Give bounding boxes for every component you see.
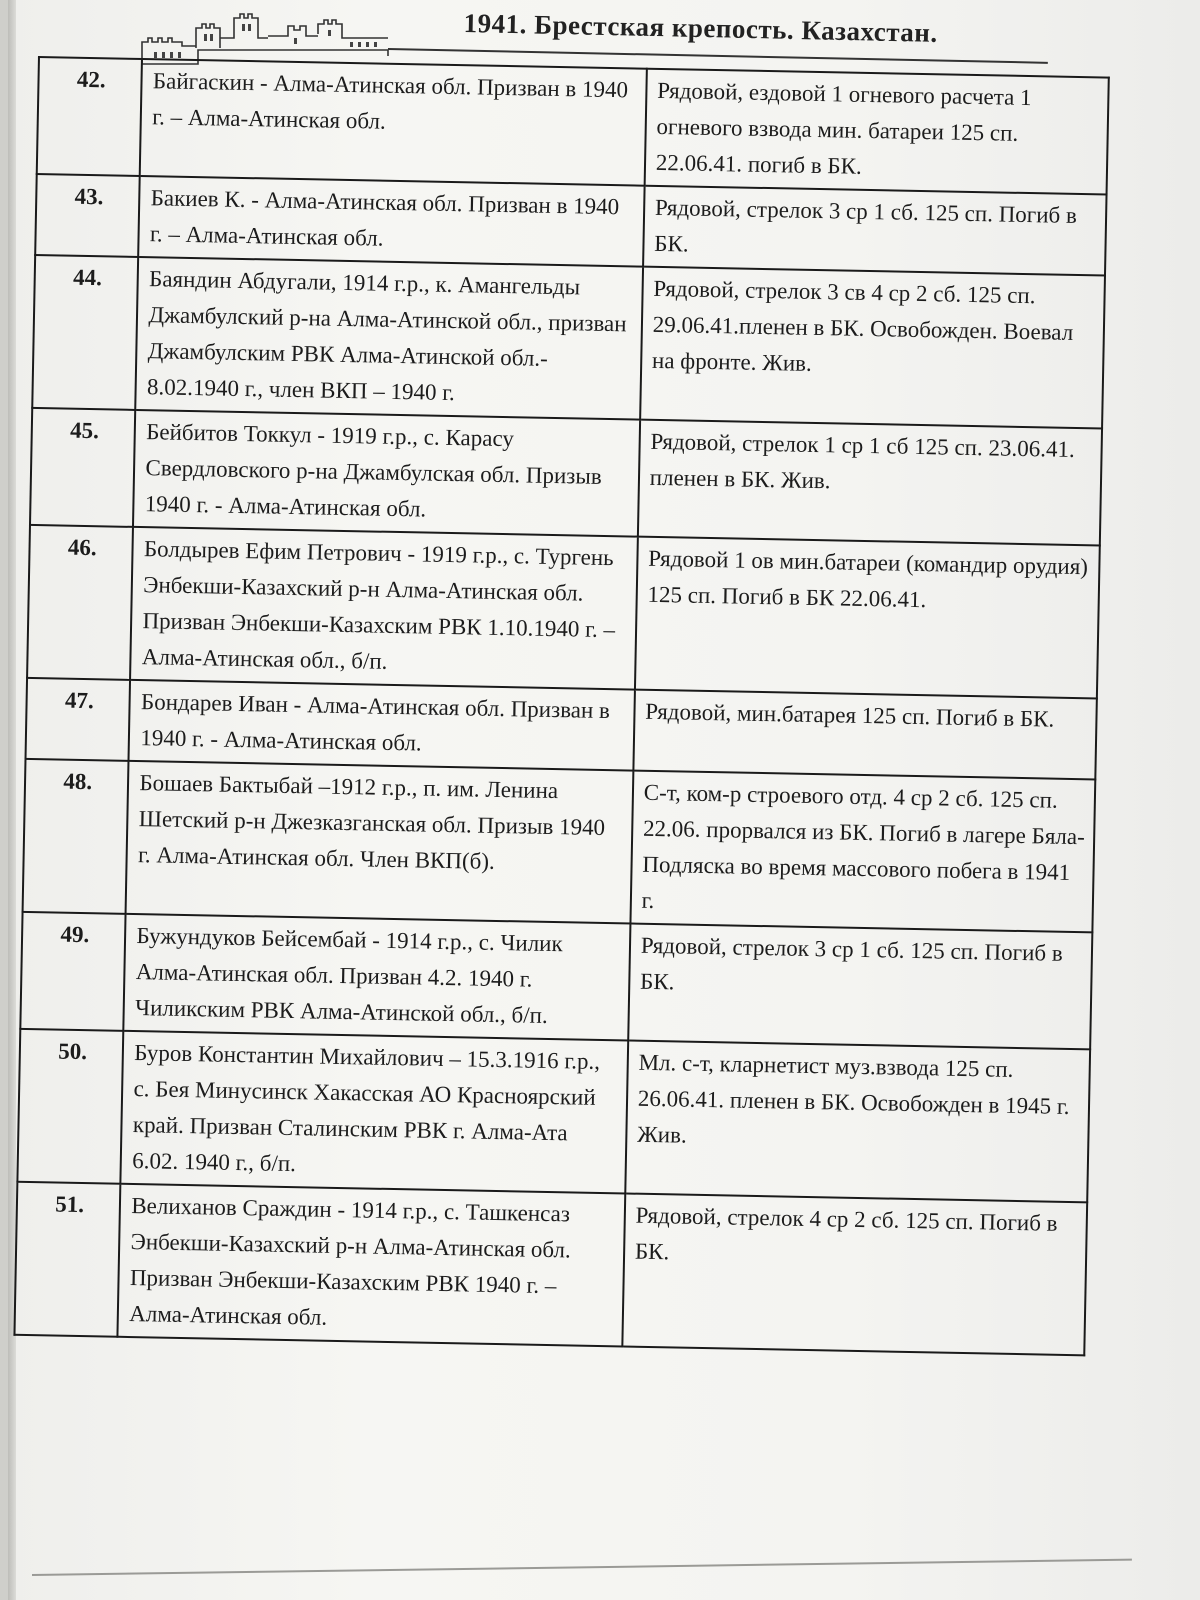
row-fate: Рядовой, стрелок 3 ср 1 сб. 125 сп. Погиб в БК. (643, 186, 1107, 276)
page-title: 1941. Брестская крепость. Казахстан. (463, 8, 938, 48)
row-fate: Рядовой, стрелок 1 ср 1 сб 125 сп. 23.06.41. пленен в БК. Жив. (638, 420, 1102, 546)
row-number: 46. (27, 525, 133, 680)
row-fate: Рядовой, стрелок 3 ср 1 сб. 125 сп. Погиб в БК. (628, 924, 1092, 1050)
row-biography: Байгаскин - Алма-Атинская обл. Призван в 1940 г. – Алма-Атинская обл. (140, 59, 647, 186)
row-fate: Рядовой, ездовой 1 огневого расчета 1 огневого взвода мин. батареи 125 сп. 22.06.41. погиб в БК. (644, 69, 1108, 195)
row-biography: Болдырев Ефим Петрович - 1919 г.р., с. Тургень Энбекши-Казахский р-н Алма-Атинская обл. Призван Энбекши-Казахским РВК 1.10.1940 г. – Алма-Атинская обл., б/п. (130, 527, 637, 690)
row-number: 50. (17, 1029, 123, 1184)
row-fate: Рядовой, мин.батарея 125 сп. Погиб в БК. (633, 690, 1097, 780)
row-number: 48. (23, 759, 129, 914)
row-number: 43. (35, 174, 140, 257)
fortress-silhouette-icon (138, 8, 398, 66)
row-biography: Велиханов Сраждин - 1914 г.р., с. Ташкенсаз Энбекши-Казахский р-н Алма-Атинская обл. Призван Энбекши-Казахским РВК 1940 г. – Алма-Атинская обл. (118, 1184, 625, 1347)
row-number: 42. (37, 57, 143, 176)
roster-table-wrapper (13, 56, 1117, 1356)
header-divider (388, 48, 1048, 64)
row-biography: Бужундуков Бейсембай - 1914 г.р., с. Чилик Алма-Атинская обл. Призван 4.2. 1940 г. Чиликским РВК Алма-Атинской обл., б/п. (124, 914, 631, 1041)
row-biography: Баяндин Абдугали, 1914 г.р., к. Амангельды Джамбулский р-на Алма-Атинской обл., призван Джамбулским РВК Алма-Атинской обл.- 8.02.1940 г., член ВКП – 1940 г. (136, 257, 643, 420)
row-number: 45. (30, 408, 136, 527)
row-biography: Бошаев Бактыбай –1912 г.р., п. им. Ленина Шетский р-н Джезказганская обл. Призыв 1940 г. Алма-Атинская обл. Член ВКП(б). (126, 761, 633, 924)
row-number: 51. (14, 1182, 120, 1337)
table-row (30, 408, 1102, 546)
page-header (138, 0, 1058, 70)
row-number: 47. (26, 678, 131, 761)
table-row (37, 57, 1109, 195)
table-row (23, 759, 1096, 933)
table-row (20, 912, 1092, 1050)
page-edge (8, 0, 16, 1600)
row-number: 44. (32, 255, 138, 410)
row-fate: Рядовой, стрелок 4 ср 2 сб. 125 сп. Погиб в БК. (622, 1193, 1087, 1355)
row-fate: Рядовой, стрелок 3 св 4 ср 2 сб. 125 сп. 29.06.41.пленен в БК. Освобожден. Воевал на фронте. Жив. (640, 267, 1105, 429)
row-biography: Бакиев К. - Алма-Атинская обл. Призван в 1940 г. – Алма-Атинская обл. (139, 176, 645, 267)
row-fate: Рядовой 1 ов мин.батареи (командир орудия) 125 сп. Погиб в БК 22.06.41. (635, 537, 1100, 699)
book-page (8, 0, 1200, 1600)
row-biography: Бондарев Иван - Алма-Атинская обл. Призван в 1940 г. - Алма-Атинская обл. (129, 680, 635, 771)
table-row (32, 255, 1105, 429)
roster-table (13, 56, 1109, 1356)
row-biography: Бейбитов Токкул - 1919 г.р., с. Карасу Свердловского р-на Джамбулская обл. Призыв 1940 г. - Алма-Атинская обл. (133, 410, 640, 537)
table-row (14, 1182, 1087, 1356)
row-fate: С-т, ком-р строевого отд. 4 ср 2 сб. 125 сп. 22.06. прорвался из БК. Погиб в лагере Бяла-Подляска во время массового побега в 1941 г. (630, 771, 1095, 933)
table-row (27, 525, 1100, 699)
row-fate: Мл. с-т, кларнетист муз.взвода 125 сп. 26.06.41. пленен в БК. Освобожден в 1945 г. Жив. (625, 1041, 1090, 1203)
row-number: 49. (20, 912, 126, 1031)
row-biography: Буров Константин Михайлович – 15.3.1916 г.р., с. Бея Минусинск Хакасская АО Красноярский край. Призван Сталинским РВК г. Алма-Ата 6.02. 1940 г., б/п. (121, 1031, 628, 1194)
page-bottom-rule (32, 1559, 1132, 1576)
table-row (17, 1029, 1090, 1203)
